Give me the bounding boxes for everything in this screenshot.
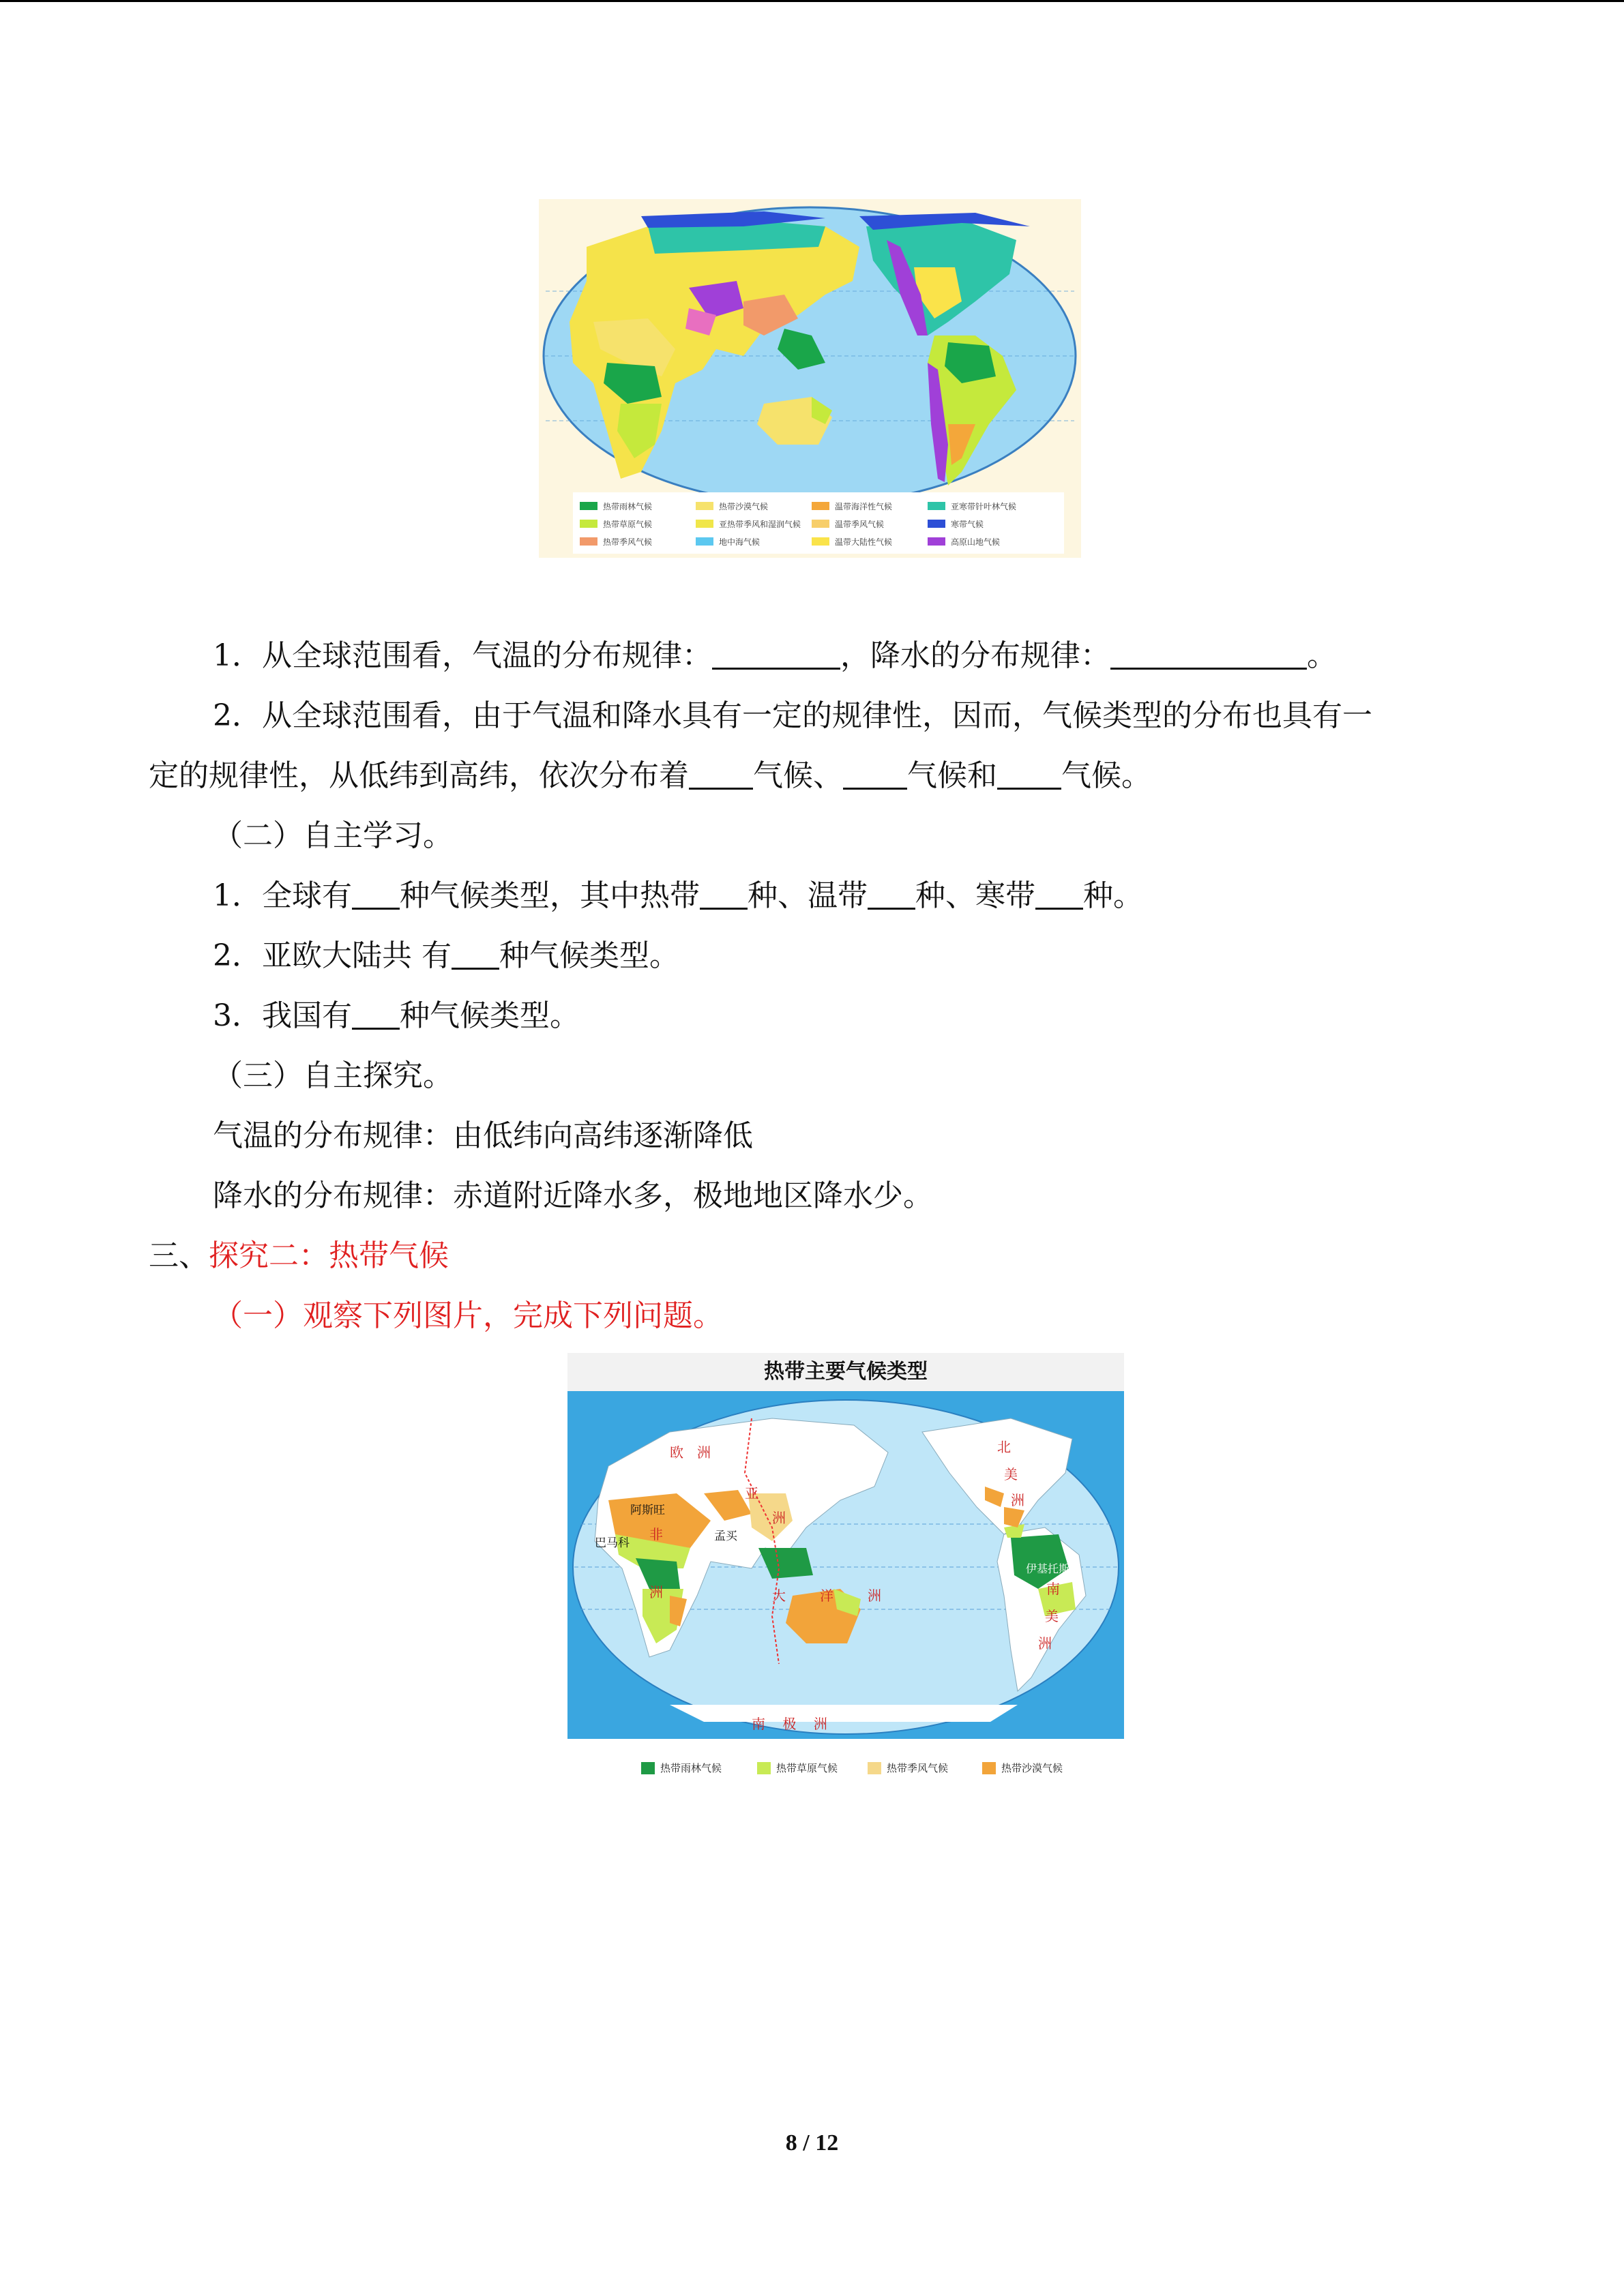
map1-legend-swatch [696, 537, 713, 546]
section-2-item-2 [213, 936, 1624, 976]
map2-legend-swatch [868, 1762, 881, 1774]
map2-label-oceania-2: 洋 [820, 1587, 833, 1604]
map1-legend-item [928, 517, 984, 531]
map2-legend-item [757, 1761, 838, 1775]
s2-item1-blank-temperate[interactable] [868, 878, 915, 910]
s2-item1-b: 种气候类型，其中热带 [400, 878, 700, 913]
q2-blank-3[interactable] [997, 758, 1061, 790]
map2-label-europe-1: 欧 [670, 1444, 683, 1461]
section3-heading-text: （三）自主探究。 [213, 1058, 453, 1093]
s2-item1-d: 种、寒带 [915, 878, 1035, 913]
question-2-line-2 [149, 756, 1624, 796]
map1-legend-label: 热带季风气候 [603, 537, 653, 547]
part3-prefix: 三、 [149, 1238, 209, 1273]
map2-label-antarctica: 南 极 洲 [752, 1716, 827, 1732]
map2-label-samerica-1: 南 [1046, 1581, 1060, 1597]
map1-legend-item [580, 535, 652, 548]
map1-legend-item [812, 535, 892, 548]
map2-label-namerica-2: 美 [1004, 1466, 1018, 1482]
s2-item3-a: 3．我国有 [213, 998, 352, 1033]
map1-legend-item [696, 535, 760, 548]
map1-legend-label: 热带沙漠气候 [719, 501, 769, 511]
page-top-border [0, 0, 1624, 2]
map1-legend-label: 温带大陆性气候 [835, 537, 893, 547]
section-2-item-3 [213, 996, 1624, 1037]
q2-line2-text-b: 气候、 [753, 758, 843, 793]
q2-blank-2[interactable] [843, 758, 907, 790]
map1-legend-swatch [928, 537, 945, 546]
map1-legend-item [928, 535, 1000, 548]
map1-legend-swatch [812, 502, 829, 510]
s2-item3-b: 种气候类型。 [400, 998, 580, 1033]
s2-item1-c: 种、温带 [748, 878, 868, 913]
part-3-heading [149, 1236, 1624, 1277]
map2-legend [567, 1748, 1124, 1788]
map2-legend-item [982, 1761, 1063, 1775]
section-3-heading [213, 1056, 1624, 1097]
map2-label-europe-2: 洲 [697, 1444, 711, 1461]
map1-legend-label: 温带季风气候 [835, 519, 885, 529]
section-3-temperature [213, 1116, 1624, 1157]
map1-legend-item [696, 517, 801, 531]
section-3-precipitation [213, 1176, 1624, 1217]
q1-end: 。 [1307, 638, 1337, 673]
map1-legend-item [812, 517, 884, 531]
question-1 [213, 636, 1624, 676]
part-3-subheading [213, 1296, 1624, 1337]
map2-label-africa-1: 非 [649, 1526, 663, 1542]
s2-item2-b: 种气候类型。 [499, 938, 679, 973]
q1-prefix: 1．从全球范围看，气温的分布规律： [213, 638, 712, 673]
map2-label-mumbai: 孟买 [714, 1530, 737, 1543]
map2-label-oceania-3: 洲 [868, 1587, 881, 1604]
q1-mid: ，降水的分布规律： [840, 638, 1110, 673]
map1-legend-item [696, 499, 768, 513]
s2-item1-blank-total[interactable] [352, 878, 400, 910]
map2-label-bamako: 巴马科 [595, 1536, 630, 1550]
map1-legend-item [812, 499, 892, 513]
map2-label-asia-1: 亚 [745, 1485, 758, 1502]
map1-legend-swatch [580, 537, 597, 546]
page-number: 8 / 12 [785, 2130, 839, 2156]
map2-label-asia-2: 洲 [772, 1510, 786, 1526]
q1-blank-precipitation[interactable] [1110, 638, 1307, 670]
map1-legend-label: 寒带气候 [951, 519, 984, 529]
map1-legend-swatch [580, 520, 597, 528]
s2-item1-a: 1．全球有 [213, 878, 352, 913]
map1-legend-swatch [580, 502, 597, 510]
map1-legend-label: 亚热带季风和湿润气候 [719, 519, 801, 529]
q2-line2-text-a: 定的规律性，从低纬到高纬，依次分布着 [149, 758, 689, 793]
map2-title: 热带主要气候类型 [567, 1353, 1124, 1391]
map1-legend-label: 亚寒带针叶林气候 [951, 501, 1017, 511]
part3-sub-text: （一）观察下列图片，完成下列问题。 [213, 1298, 723, 1333]
map2-legend-label: 热带雨林气候 [660, 1762, 722, 1774]
q2-line2-text-d: 气候。 [1061, 758, 1151, 793]
map1-legend-label: 高原山地气候 [951, 537, 1001, 547]
section-2-heading [213, 816, 1624, 856]
map1-legend-item [580, 517, 652, 531]
map1-legend-label: 热带雨林气候 [603, 501, 653, 511]
map1-legend-label: 热带草原气候 [603, 519, 653, 529]
map2-legend-label: 热带沙漠气候 [1001, 1762, 1063, 1774]
map2-legend-swatch [641, 1762, 655, 1774]
map1-legend-item [580, 499, 652, 513]
map1-legend-swatch [696, 520, 713, 528]
q2-line1-text: 2．从全球范围看，由于气温和降水具有一定的规律性，因而，气候类型的分布也具有一 [213, 698, 1372, 733]
map2-legend-item [868, 1761, 948, 1775]
map2-label-namerica-3: 洲 [1011, 1492, 1024, 1508]
s2-item1-e: 种。 [1083, 878, 1143, 913]
world-climate-map [539, 199, 1081, 558]
map2-label-africa-2: 洲 [649, 1584, 663, 1600]
q2-blank-1[interactable] [689, 758, 753, 790]
section-2-item-1 [213, 876, 1624, 916]
map2-legend-swatch [757, 1762, 771, 1774]
map1-legend-swatch [928, 502, 945, 510]
map2-label-samerica-3: 洲 [1038, 1635, 1052, 1652]
map2-label-namerica-1: 北 [997, 1439, 1011, 1455]
section3-temp-text: 气温的分布规律：由低纬向高纬逐渐降低 [213, 1118, 753, 1153]
s2-item2-a: 2．亚欧大陆共 有 [213, 938, 452, 973]
tropical-climate-map [567, 1353, 1124, 1788]
map1-legend-swatch [928, 520, 945, 528]
q1-blank-temperature[interactable] [712, 638, 840, 670]
map1-legend-swatch [696, 502, 713, 510]
s2-item3-blank[interactable] [352, 998, 400, 1030]
map2-label-oceania-1: 大 [772, 1587, 786, 1604]
map1-legend-swatch [812, 537, 829, 546]
map2-label-aswan: 阿斯旺 [630, 1504, 665, 1517]
map2-legend-swatch [982, 1762, 996, 1774]
map1-legend-label: 温带海洋性气候 [835, 501, 893, 511]
map2-label-iquitos: 伊基托斯 [1026, 1562, 1070, 1575]
map2-label-samerica-2: 美 [1045, 1608, 1059, 1624]
section2-heading-text: （二）自主学习。 [213, 818, 453, 853]
map2-legend-item [641, 1761, 722, 1775]
q2-line2-text-c: 气候和 [907, 758, 997, 793]
part3-title: 探究二：热带气候 [209, 1238, 449, 1273]
map2-legend-label: 热带季风气候 [887, 1762, 949, 1774]
s2-item2-blank[interactable] [452, 938, 499, 970]
s2-item1-blank-frigid[interactable] [1035, 878, 1083, 910]
map1-legend-swatch [812, 520, 829, 528]
question-2-line-1 [213, 696, 1624, 736]
s2-item1-blank-tropical[interactable] [700, 878, 748, 910]
map1-legend-label: 地中海气候 [719, 537, 761, 547]
map2-legend-label: 热带草原气候 [776, 1762, 838, 1774]
map1-legend-item [928, 499, 1016, 513]
section3-precip-text: 降水的分布规律：赤道附近降水多，极地地区降水少。 [213, 1178, 933, 1213]
